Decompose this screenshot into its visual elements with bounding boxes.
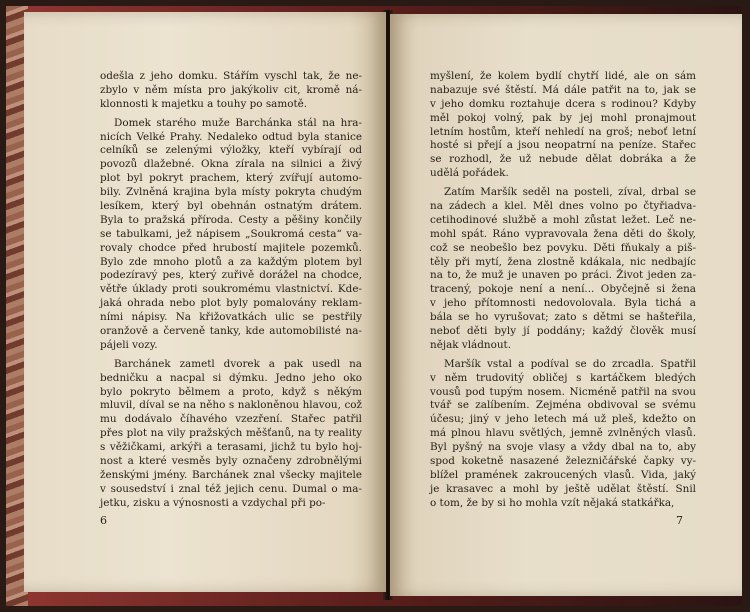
text-line: mu dodávalo číhavého vzezření. Stařec patřil xyxy=(100,413,362,426)
text-line: zbylo v něm místa pro jakýkoliv cit, kromě ná- xyxy=(100,83,362,96)
right-page xyxy=(390,14,742,596)
text-line: hosté si přejí a jsou neopatrní na peníze. Stařec xyxy=(430,139,696,152)
text-line: se tabulkami, jež nápisem „Soukromá cesta“ va- xyxy=(100,227,362,240)
text-line: blížel pramének zakroucených vlasů. Vida, jaký xyxy=(430,468,696,481)
text-line: podezíravý pes, který zuřivě dorážel na chodce, xyxy=(100,269,362,282)
text-line: neboť děti byly jí poddány; každý člověk musí xyxy=(430,325,696,338)
text-line: těly při mytí, žena zlostně kdákala, nic nedbajíc xyxy=(430,255,696,268)
text-line: Bylo zde mnoho plotů a za každým plotem byl xyxy=(100,255,362,268)
text-line: spod koketně nasazené železničářské čapky vy- xyxy=(430,455,696,468)
text-line: vousů pod tupým nosem. Nicméně patřil na svou xyxy=(430,385,696,398)
right-page-number: 7 xyxy=(676,514,683,527)
text-line: na zádech a klel. Měl dnes volno po čtyřiadva- xyxy=(430,200,696,213)
text-line: nost a které vesměs byly označeny zdrobnělými xyxy=(100,455,362,468)
text-line: nějak vládnout. xyxy=(430,338,512,351)
text-line: v sousedství i znal též jejich cenu. Dumal o ma- xyxy=(100,482,362,495)
text-line: Byl pyšný na svoje vlasy a vždy dbal na to, aby xyxy=(430,441,696,454)
text-line: tvář se zalíbením. Zejména obdivoval se svému xyxy=(430,399,696,412)
text-line: v něm trudovitý obličej s kartáčkem bledých xyxy=(430,371,696,384)
text-line: nabazuje své štěstí. Má dále patřit na to, jak se xyxy=(430,83,696,96)
text-line: pájeli vozy. xyxy=(100,338,158,351)
text-line: mohl spát. Ráno vypravovala žena děti do školy, xyxy=(430,227,696,240)
text-line: oranžově a červeně tanky, kde automobilisté na- xyxy=(100,325,362,338)
text-line: cetihodinové službě a mohl zůstat ležet. Leč ne- xyxy=(430,213,696,226)
text-line: ními nápisy. Na křižovatkách ulic se pestřily xyxy=(100,311,362,324)
text-line: jetku, zisku a výnosnosti a vzdychal při po- xyxy=(100,496,326,509)
text-line: bedničku a nacpal si dýmku. Jedno jeho oko xyxy=(100,371,362,384)
text-line: se rozhodl, že už nebude dělat dobráka a že xyxy=(430,153,696,166)
text-line: letním hostům, kteří nehledí na groš; neboť letní xyxy=(430,125,696,138)
text-line: o tom, že by si ho mohla vzít nějaká statkářka, xyxy=(430,496,675,509)
text-line: odešla z jeho domku. Stářím vyschl tak, že ne- xyxy=(100,70,362,82)
text-line: lesíkem, který byl obehnán ostnatým drátem. xyxy=(100,200,362,213)
text-line: mluvil, díval se na něho s nakloněnou hlavou, což xyxy=(100,399,362,412)
text-line: Barchánek zametl dvorek a pak usedl na xyxy=(114,357,362,370)
left-page-number: 6 xyxy=(100,514,107,527)
text-line: rovaly chodce před hrubostí majitele pozemků. xyxy=(100,241,362,254)
text-line: přes plot na vily pražských měšťanů, na ty reality xyxy=(100,427,362,440)
text-line: plot byl pokryt prachem, který zvířují automo- xyxy=(100,172,362,185)
text-line: nicích Velké Prahy. Nedaleko odtud byla stanice xyxy=(100,130,362,143)
text-line: klonnosti k majetku a touhy po samotě. xyxy=(100,97,308,110)
text-line: je krasavec a mohl by ještě udělat štěstí. Snil xyxy=(430,482,696,495)
text-line: jaká ohrada nebo plot byly pomalovány reklam- xyxy=(100,297,362,310)
right-page-text xyxy=(430,70,696,511)
text-line: má plnou hlavu světlých, jemně zvlněných vlasů. xyxy=(430,427,696,440)
text-line: s věžičkami, arkýři a terasami, jichž tu bylo hoj- xyxy=(100,441,362,454)
text-line: účesu; jiný v jeho letech má už pleš, kdežto on xyxy=(430,413,696,426)
text-line: což se neobešlo bez povyku. Děti fňukaly a piš- xyxy=(430,241,696,254)
text-line: Maršík vstal a podíval se do zrcadla. Spatřil xyxy=(444,357,696,370)
left-page xyxy=(24,12,386,592)
text-line: bála se ho vyrušovat; zato s dětmi se hašteřila, xyxy=(430,311,696,324)
text-line: Zatím Maršík seděl na posteli, zíval, drbal se xyxy=(444,186,696,199)
text-line: Domek starého muže Barchánka stál na hra- xyxy=(114,116,362,129)
text-line: myšlení, že kolem bydlí chytří lidé, ale on sám xyxy=(430,70,696,82)
text-line: měl pokoj volný, pak by jej mohl pronajmout xyxy=(430,111,696,124)
text-line: v jeho přítomnosti nedovolovala. Byla tichá a xyxy=(430,297,696,310)
text-line: v jeho domku roztahuje dcera s rodinou? Kdyby xyxy=(430,97,696,110)
text-line: bylo pokryto bělmem a proto, když s někým xyxy=(100,385,362,398)
text-line: větře úklady proti soukromému vlastnictví. Kde- xyxy=(100,283,362,296)
text-line: celníků se zelenými výložky, kteří vybírají od xyxy=(100,144,362,157)
text-line: Byla to pražská příroda. Cesty a pěšiny končily xyxy=(100,213,362,226)
text-line: na to, že muž je unaven po práci. Život jeden za- xyxy=(430,269,696,282)
text-line: bily. Zvlněná krajina byla místy pokryta chudým xyxy=(100,186,362,199)
left-page-text xyxy=(100,70,362,511)
text-line: povozů dlažebné. Okna zírala na silnici a živý xyxy=(100,158,362,171)
text-line: tracený, pokoje není a není... Obyčejně si žena xyxy=(430,283,696,296)
text-line: ženskými jmény. Barchánek znal všecky majitele xyxy=(100,468,362,481)
text-line: udělá pořádek. xyxy=(430,167,509,180)
